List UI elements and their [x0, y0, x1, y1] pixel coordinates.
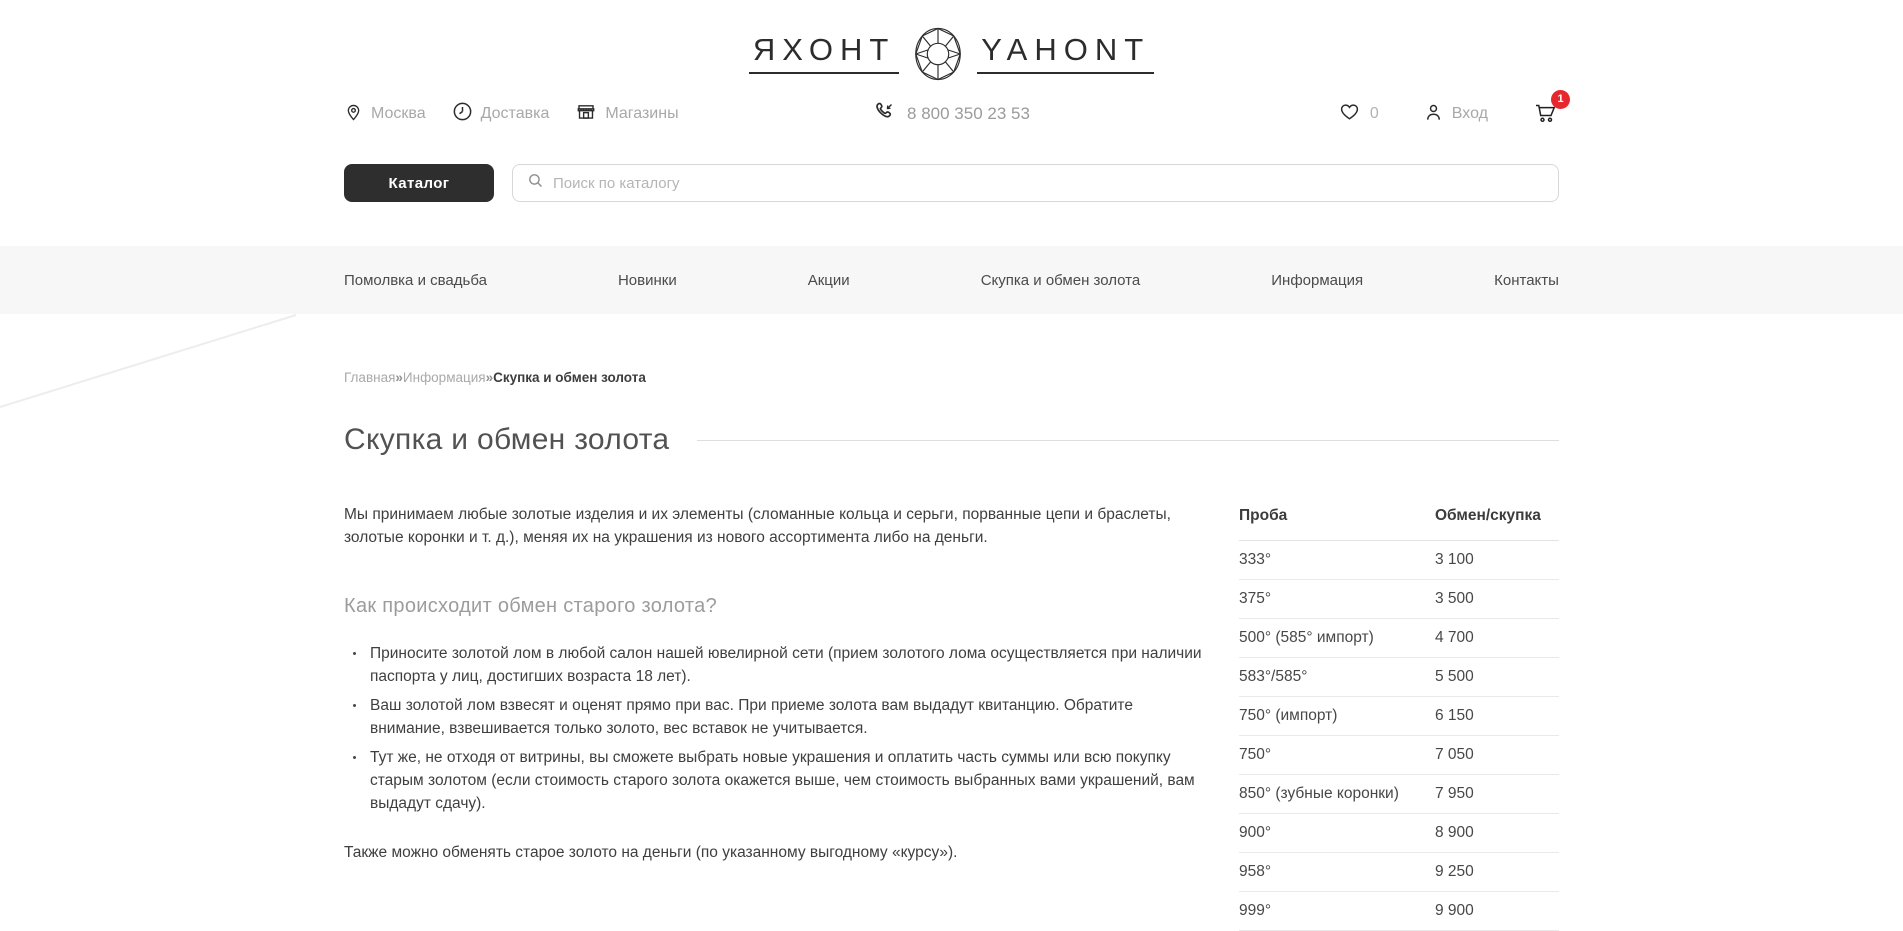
cart-button[interactable]: [1532, 93, 1564, 130]
heart-icon: [1338, 101, 1361, 127]
table-body: [1239, 541, 1559, 931]
location-pin-icon: [344, 101, 363, 128]
login-label: Вход: [1451, 105, 1488, 122]
proba-cell: 583°/585°: [1239, 668, 1308, 685]
nav-item[interactable]: Помолвка и свадьба: [344, 271, 487, 289]
proba-cell: 750° (импорт): [1239, 707, 1338, 724]
rate-cell: 9 250: [1435, 863, 1474, 880]
diamond-gem-icon: [913, 26, 963, 82]
column-header-proba: Проба: [1239, 507, 1288, 524]
breadcrumb-separator: »: [485, 370, 494, 385]
table-row: [1239, 814, 1559, 853]
proba-cell: 850° (зубные коронки): [1239, 785, 1399, 802]
stores-label: Магазины: [605, 105, 679, 122]
city-selector[interactable]: [344, 101, 426, 128]
table-row: [1239, 580, 1559, 619]
nav-item[interactable]: Информация: [1271, 271, 1364, 289]
delivery-label: Доставка: [480, 105, 550, 122]
breadcrumb-link[interactable]: Главная: [344, 370, 396, 385]
delivery-link[interactable]: [452, 101, 550, 127]
proba-cell: 900°: [1239, 824, 1272, 841]
table-row: [1239, 736, 1559, 775]
nav-item[interactable]: Акции: [807, 271, 850, 289]
nav-item[interactable]: Контакты: [1494, 271, 1559, 289]
rate-cell: 8 900: [1435, 824, 1474, 841]
outro-paragraph: Также можно обменять старое золото на деньги (по указанному выгодному «курсу»).: [344, 844, 958, 861]
login-link[interactable]: [1423, 101, 1488, 128]
clock-icon: [452, 101, 473, 127]
table-header-row: [1239, 507, 1559, 541]
main-content: [344, 370, 1559, 931]
table-row: [1239, 541, 1559, 580]
page-title: Скупка и обмен золота: [344, 423, 670, 456]
table-row: [1239, 775, 1559, 814]
breadcrumb-separator: »: [395, 370, 403, 385]
search-bar: [344, 164, 1559, 202]
brand-name-en: YAHONT: [977, 34, 1154, 74]
list-item: Приносите золотой лом в любой салон нашей ювелирной сети (прием золотого лома осуществляется при наличии паспорта у лиц, достигших возраста 18 лет).: [344, 642, 1203, 688]
table-row: [1239, 697, 1559, 736]
site-header: [0, 0, 1903, 202]
favorites-link[interactable]: [1338, 101, 1379, 127]
breadcrumb-link[interactable]: Скупка и обмен золота: [493, 370, 646, 385]
breadcrumb: [344, 370, 1559, 385]
column-header-exchange: Обмен/скупка: [1435, 507, 1541, 524]
title-divider: [697, 440, 1559, 441]
table-row: [1239, 892, 1559, 931]
rate-cell: 7 050: [1435, 746, 1474, 763]
rate-cell: 6 150: [1435, 707, 1474, 724]
rates-table: [1239, 503, 1559, 931]
user-icon: [1423, 101, 1444, 128]
stores-link[interactable]: [575, 101, 678, 127]
proba-cell: 333°: [1239, 551, 1272, 568]
proba-cell: 500° (585° импорт): [1239, 629, 1374, 646]
search-input[interactable]: [553, 175, 1544, 192]
brand-logo[interactable]: [749, 26, 1154, 82]
section-subheading: Как происходит обмен старого золота?: [344, 595, 717, 617]
cart-count-badge: 1: [1551, 90, 1570, 109]
search-icon: [527, 172, 544, 194]
table-row: [1239, 658, 1559, 697]
store-icon: [575, 101, 597, 127]
nav-item[interactable]: Новинки: [617, 271, 677, 289]
nav-item[interactable]: Скупка и обмен золота: [980, 271, 1141, 289]
table-row: [1239, 619, 1559, 658]
proba-cell: 375°: [1239, 590, 1272, 607]
main-nav: [0, 246, 1903, 314]
rate-cell: 7 950: [1435, 785, 1474, 802]
phone-link[interactable]: [873, 100, 1030, 129]
rate-cell: 3 500: [1435, 590, 1474, 607]
utility-bar: [344, 93, 1564, 130]
bullet-list: [344, 642, 1203, 815]
phone-incoming-icon: [873, 100, 897, 129]
search-box: [512, 164, 1559, 202]
article: [344, 503, 1203, 864]
rate-cell: 3 100: [1435, 551, 1474, 568]
proba-cell: 750°: [1239, 746, 1272, 763]
catalog-button[interactable]: Каталог: [344, 164, 494, 202]
favorites-count: 0: [1369, 105, 1379, 122]
list-item: Тут же, не отходя от витрины, вы сможете выбрать новые украшения и оплатить часть суммы или всю покупку старым золотом (если стоимость старого золота окажется выше, чем стоимость выбранных вами украшений, вам выдадут сдачу).: [344, 746, 1203, 815]
brand-name-ru: ЯХОНТ: [749, 34, 899, 74]
proba-cell: 958°: [1239, 863, 1272, 880]
rate-cell: 9 900: [1435, 902, 1474, 919]
rate-cell: 4 700: [1435, 629, 1474, 646]
intro-paragraph: Мы принимаем любые золотые изделия и их элементы (сломанные кольца и серьги, порванные цепи и браслеты, золотые коронки и т. д.), меняя их на украшения из нового ассортимента либо на деньги.: [344, 506, 1171, 546]
proba-cell: 999°: [1239, 902, 1272, 919]
rate-cell: 5 500: [1435, 668, 1474, 685]
breadcrumb-link[interactable]: Информация: [402, 370, 486, 385]
table-row: [1239, 853, 1559, 892]
city-label: Москва: [371, 105, 426, 122]
list-item: Ваш золотой лом взвесят и оценят прямо при вас. При приеме золота вам выдадут квитанцию. Обратите внимание, взвешивается только золото, вес вставок не учитывается.: [344, 694, 1203, 740]
phone-number: 8 800 350 23 53: [907, 104, 1030, 123]
